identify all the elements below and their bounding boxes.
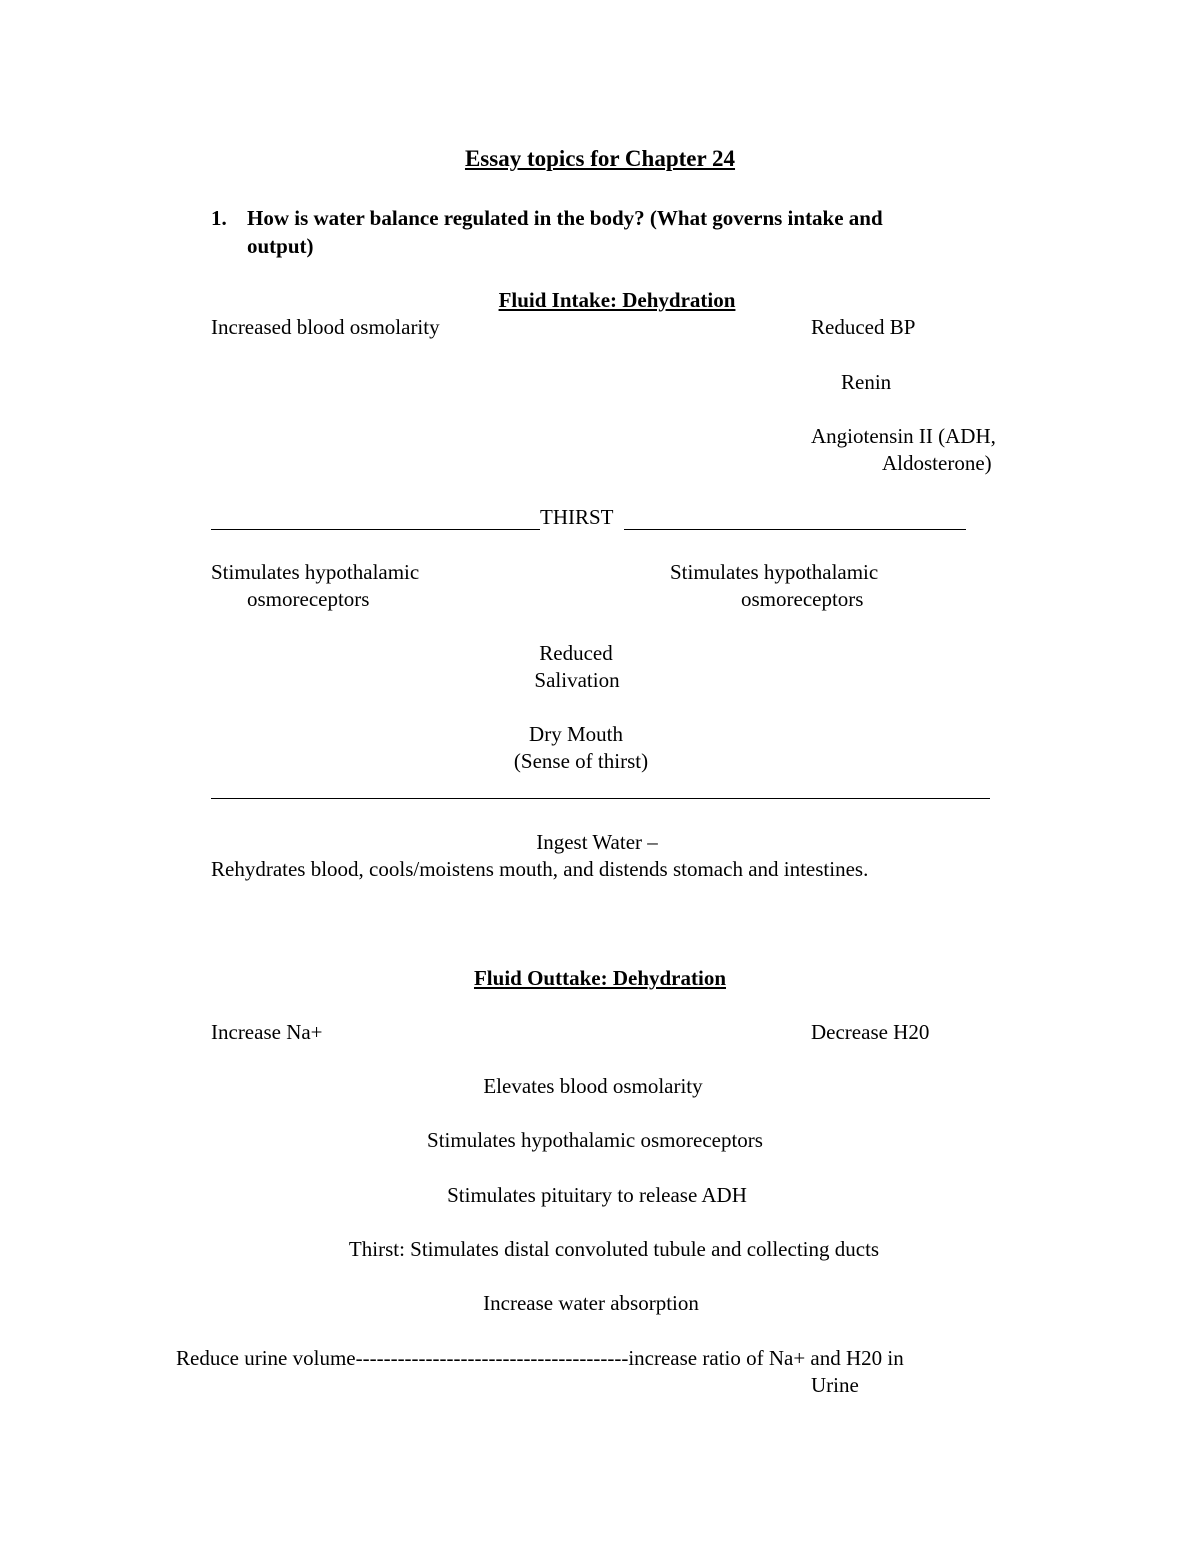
question-text-line-1: How is water balance regulated in the body? (What governs intake and xyxy=(247,206,883,230)
intake-angiotensin-line-2: Aldosterone) xyxy=(882,451,992,475)
page-title: Essay topics for Chapter 24 xyxy=(464,146,736,171)
outtake-step-4: Thirst: Stimulates distal convoluted tubule and collecting ducts xyxy=(348,1237,880,1261)
intake-sense-of-thirst: (Sense of thirst) xyxy=(513,749,649,773)
intake-dry-mouth: Dry Mouth xyxy=(529,722,623,746)
intake-rehydrates: Rehydrates blood, cools/moistens mouth, and distends stomach and intestines. xyxy=(211,857,869,881)
section-divider-rule xyxy=(211,798,990,799)
intake-heading: Fluid Intake: Dehydration xyxy=(498,288,736,312)
intake-left-stim-line-2: osmoreceptors xyxy=(247,587,370,611)
intake-ingest-water: Ingest Water – xyxy=(536,830,658,854)
intake-right-cause: Reduced BP xyxy=(811,315,916,339)
question-text-line-2: output) xyxy=(247,234,314,258)
outtake-right-cause: Decrease H20 xyxy=(811,1020,930,1044)
intake-salivation: Salivation xyxy=(534,668,620,692)
intake-right-stim-line-2: osmoreceptors xyxy=(741,587,864,611)
intake-left-stim-line-1: Stimulates hypothalamic xyxy=(211,560,420,584)
outtake-result-line-1: Reduce urine volume---------------------------------------increase ratio of Na+ and H20 in xyxy=(176,1346,904,1370)
intake-renin: Renin xyxy=(841,370,892,394)
intake-angiotensin-line-1: Angiotensin II (ADH, xyxy=(811,424,996,448)
outtake-result-line-2: Urine xyxy=(811,1373,859,1397)
outtake-heading: Fluid Outtake: Dehydration xyxy=(473,966,727,990)
thirst-rule-left xyxy=(211,529,540,530)
outtake-left-cause: Increase Na+ xyxy=(211,1020,323,1044)
thirst-rule-right xyxy=(624,529,966,530)
question-number: 1. xyxy=(211,206,227,230)
intake-reduced: Reduced xyxy=(539,641,613,665)
outtake-step-5: Increase water absorption xyxy=(483,1291,699,1315)
outtake-step-3: Stimulates pituitary to release ADH xyxy=(447,1183,747,1207)
intake-thirst: THIRST xyxy=(540,505,614,529)
intake-left-cause: Increased blood osmolarity xyxy=(211,315,440,339)
outtake-step-1: Elevates blood osmolarity xyxy=(483,1074,703,1098)
outtake-step-2: Stimulates hypothalamic osmoreceptors xyxy=(427,1128,763,1152)
intake-right-stim-line-1: Stimulates hypothalamic xyxy=(670,560,879,584)
